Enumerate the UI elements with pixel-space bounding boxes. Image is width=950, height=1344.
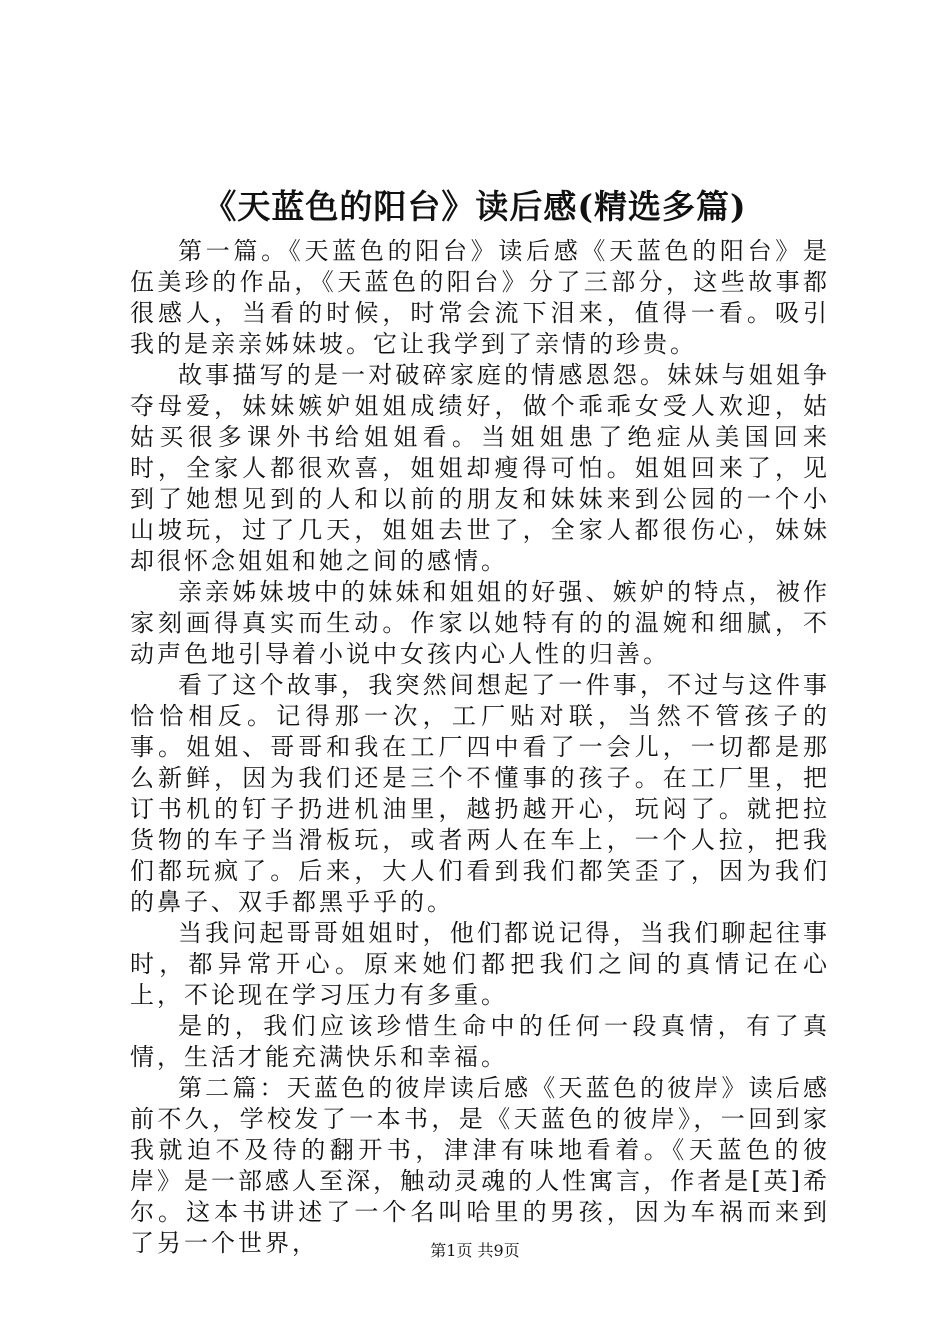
paragraph-1: 第一篇。《天蓝色的阳台》读后感《天蓝色的阳台》是伍美珍的作品，《天蓝色的阳台》分了三部分，这些故事都很感人，当看的时候，时常会流下泪来，值得一看。吸引我的是亲亲姊妹坡。它让我学到了亲情的珍贵。	[130, 237, 830, 358]
paragraph-7: 第二篇：天蓝色的彼岸读后感《天蓝色的彼岸》读后感前不久，学校发了一本书，是《天蓝色的彼岸》，一回到家我就迫不及待的翻开书，津津有味地看着。《天蓝色的彼岸》是一部感人至深，触动灵魂的人性寓言，作者是[英]希尔。这本书讲述了一个名叫哈里的男孩，因为车祸而来到了另一个世界，	[130, 1074, 830, 1257]
page-number-footer: 第1页 共9页	[430, 1241, 520, 1260]
paragraph-5: 当我问起哥哥姐姐时，他们都说记得，当我们聊起往事时，都异常开心。原来她们都把我们之间的真情记在心上，不论现在学习压力有多重。	[130, 919, 830, 1009]
paragraph-3: 亲亲姊妹坡中的妹妹和姐姐的好强、嫉妒的特点，被作家刻画得真实而生动。作家以她特有的的温婉和细腻，不动声色地引导着小说中女孩内心人性的归善。	[130, 578, 830, 668]
paragraph-2: 故事描写的是一对破碎家庭的情感恩怨。妹妹与姐姐争夺母爱，妹妹嫉妒姐姐成绩好，做个乖乖女受人欢迎，姑姑买很多课外书给姐姐看。当姐姐患了绝症从美国回来时，全家人都很欢喜，姐姐却瘦得可怕。姐姐回来了，见到了她想见到的人和以前的朋友和妹妹来到公园的一个小山坡玩，过了几天，姐姐去世了，全家人都很伤心，妹妹却很怀念姐姐和她之间的感情。	[130, 361, 830, 575]
paragraph-6: 是的，我们应该珍惜生命中的任何一段真情，有了真情，生活才能充满快乐和幸福。	[130, 1012, 830, 1071]
document-title: 《天蓝色的阳台》读后感(精选多篇)	[203, 187, 747, 226]
paragraph-4: 看了这个故事，我突然间想起了一件事，不过与这件事恰恰相反。记得那一次，工厂贴对联，当然不管孩子的事。姐姐、哥哥和我在工厂四中看了一会儿，一切都是那么新鲜，因为我们还是三个不懂事的孩子。在工厂里，把订书机的钉子扔进机油里，越扔越开心，玩闷了。就把拉货物的车子当滑板玩，或者两人在车上，一个人拉，把我们都玩疯了。后来，大人们看到我们都笑歪了，因为我们的鼻子、双手都黑乎乎的。	[130, 671, 830, 916]
document-body	[130, 236, 830, 1259]
